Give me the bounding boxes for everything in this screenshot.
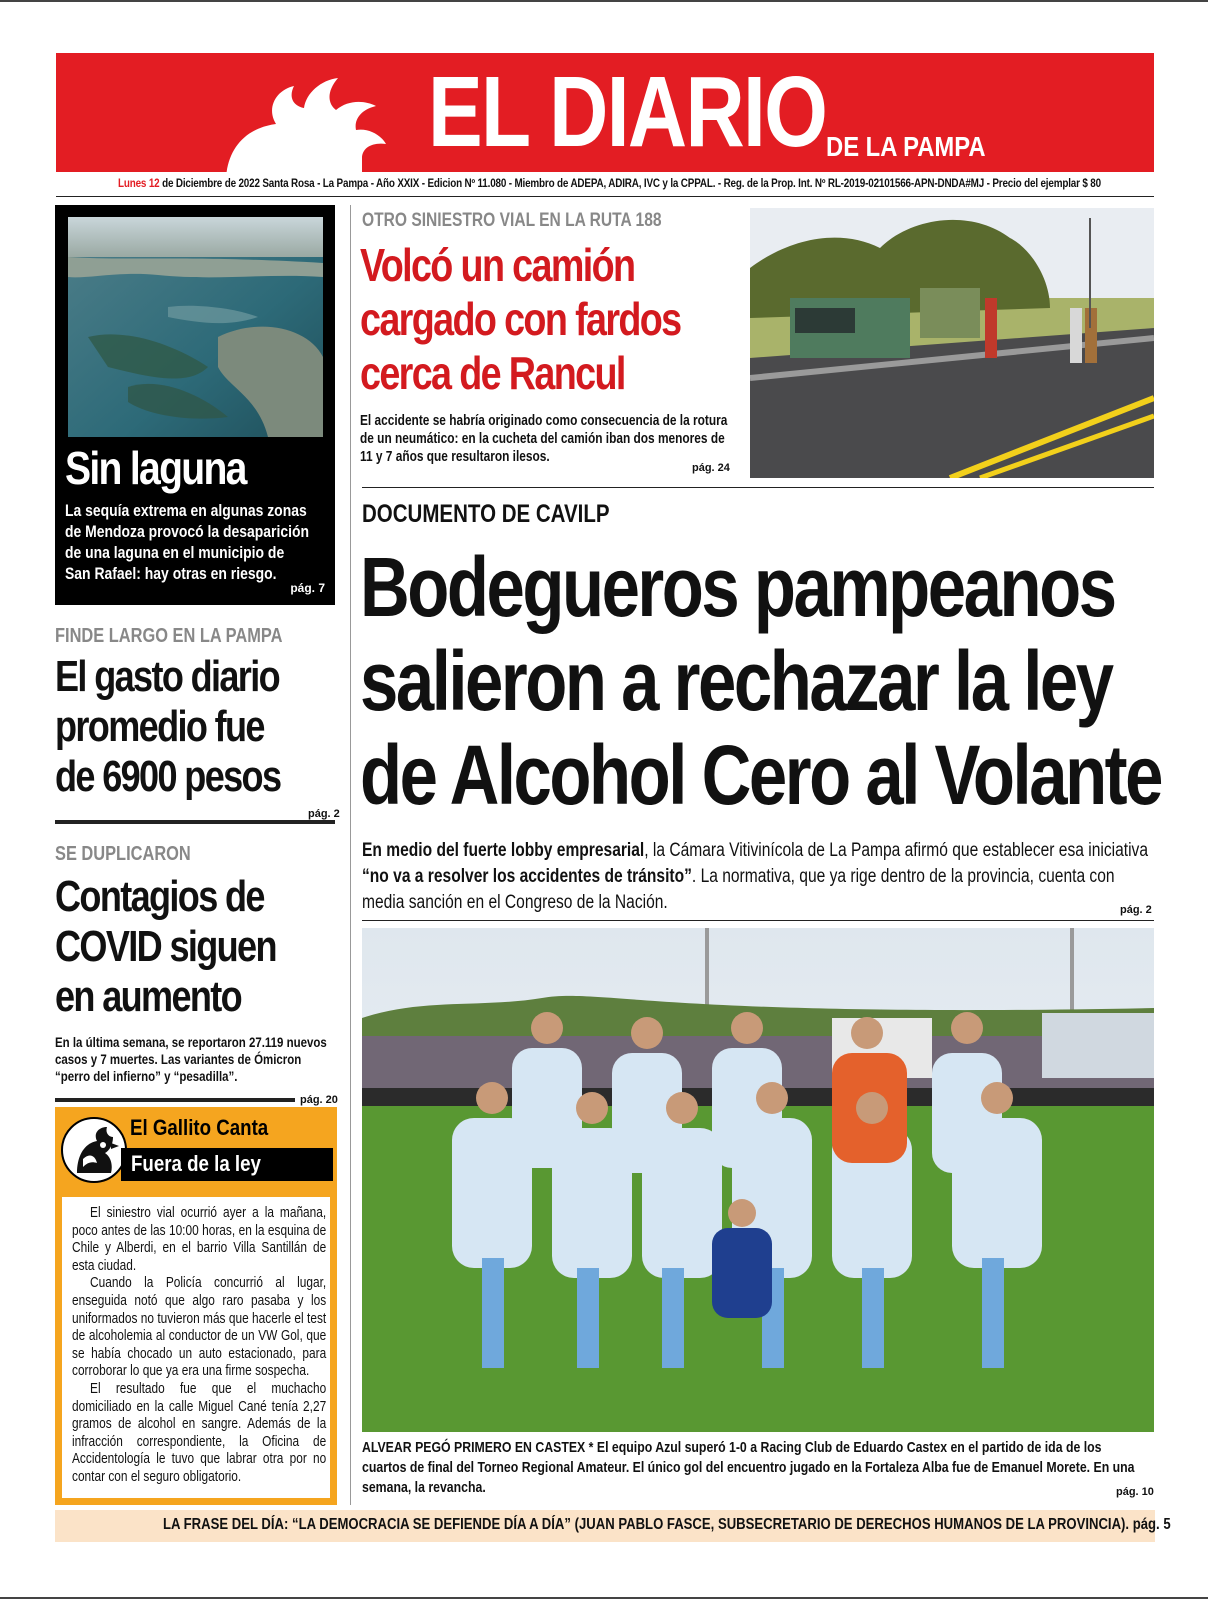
photo-caption-lead: ALVEAR PEGÓ PRIMERO EN CASTEX *	[362, 1439, 597, 1456]
main-headline-line-1: Bodegueros pampeanos	[360, 540, 1115, 634]
masthead-subtitle: DE LA PAMPA	[826, 131, 986, 162]
covid-divider	[55, 1098, 295, 1102]
laguna-photo	[68, 217, 323, 437]
finde-headline	[55, 652, 330, 802]
edition-details: de Diciembre de 2022 Santa Rosa - La Pampa - Año XXIX - Edicion Nº 11.080 - Miembro de ADEPA, ADIRA, IVC y la CPPAL. - Reg. de la Prop. Int. Nº RL-2019-02101566-APN-DNDA#MJ - Precio del ejemplar $ 80	[159, 178, 1101, 190]
finde-headline-line-3: de 6900 pesos	[55, 752, 281, 801]
laguna-page: pág. 7	[290, 581, 325, 595]
frase-del-dia: LA FRASE DEL DÍA: “LA DEMOCRACIA SE DEFIENDE DÍA A DÍA” (JUAN PABLO FASCE, SUBSECRETARIO DE DERECHOS HUMANOS DE LA PROVINCIA). pág. 5	[163, 1516, 1171, 1533]
covid-page: pág. 20	[300, 1094, 338, 1106]
covid-headline	[55, 872, 324, 1022]
main-divider	[362, 920, 1154, 921]
gallito-paragraph: Cuando la Policía concurrió al lugar, enseguida notó que algo raro pasaba y los uniformados no tuvieron más que hacerle el test de alcoholemia al conductor de un VW Gol, que se había chocado un auto estacionado, para corroborar lo que ya era una firme sospecha.	[72, 1275, 327, 1380]
photo-caption-text: El equipo Azul superó 1-0 a Racing Club de Eduardo Castex en el partido de ida de los cuartos de final del Torneo Regional Amateur. El único gol del encuentro jugado en la Fortaleza Alba fue de Emanuel Morete. En una semana, la revancha.	[362, 1439, 1135, 1496]
laguna-box	[55, 205, 335, 605]
main-lead-part-2: . La normativa, que ya rige dentro de la provincia, cuenta con media sanción en el Congreso de la Nación.	[362, 866, 1115, 913]
photo-caption-page: pág. 10	[1116, 1486, 1154, 1498]
finde-kicker: FINDE LARGO EN LA PAMPA	[55, 625, 283, 647]
gallito-paragraph: El siniestro vial ocurrió ayer a la mañana, poco antes de las 10:00 horas, en la esquina de Chile y Alberdi, en el barrio Villa Santillán de esta ciudad.	[72, 1205, 327, 1274]
camion-kicker: OTRO SINIESTRO VIAL EN LA RUTA 188	[362, 210, 662, 231]
laguna-text: La sequía extrema en algunas zonas de Mendoza provocó la desaparición de una laguna en el municipio de San Rafael: hay otras en riesgo.	[65, 501, 310, 583]
gallito-subtitle: Fuera de la ley	[131, 1151, 261, 1176]
covid-headline-line-3: en aumento	[55, 972, 242, 1021]
gallito-box	[55, 1107, 337, 1505]
camion-headline-line-3: cerca de Rancul	[360, 347, 625, 399]
camion-divider	[362, 487, 1154, 488]
page-top-border	[0, 0, 1208, 2]
truck-accident-photo	[750, 208, 1154, 478]
gallito-rooster-icon	[61, 1117, 127, 1183]
masthead	[56, 53, 1154, 172]
laguna-headline: Sin laguna	[65, 442, 246, 494]
main-lead-bold: En medio del fuerte lobby empresarial	[362, 840, 645, 861]
photo-caption	[362, 1438, 1149, 1498]
masthead-title: EL DIARIO	[428, 56, 827, 168]
finde-page: pág. 2	[308, 808, 340, 820]
gallito-title: El Gallito Canta	[130, 1115, 269, 1140]
main-headline-line-2: salieron a rechazar la ley	[360, 634, 1112, 728]
camion-headline-line-2: cargado con fardos	[360, 293, 681, 345]
frase-del-dia-bar	[55, 1510, 1171, 1542]
main-headline	[360, 540, 1208, 822]
main-lead-part-1: , la Cámara Vitivinícola de La Pampa afirmó que establecer esa iniciativa	[644, 840, 1148, 861]
edition-date: Lunes 12	[118, 178, 160, 190]
column-divider	[350, 205, 351, 1505]
camion-headline-line-1: Volcó un camión	[360, 239, 635, 291]
finde-headline-line-2: promedio fue	[55, 702, 264, 751]
finde-headline-line-1: El gasto diario	[55, 652, 280, 701]
covid-headline-line-2: COVID siguen	[55, 922, 276, 971]
camion-headline	[360, 238, 751, 400]
gallito-paragraph: El resultado fue que el muchacho domiciliado en la calle Miguel Cané tenía 2,27 gramos de alcohol en sangre. Además de la infracción correspondiente, la Oficina de Accidentología le tuvo que labrar otra por no contar con el seguro obligatorio.	[72, 1380, 327, 1485]
main-lead	[362, 838, 1153, 916]
covid-text: En la última semana, se reportaron 27.119 nuevos casos y 7 muertes. Las variantes de Ómicron “perro del infierno” y “pesadilla”.	[55, 1034, 327, 1084]
gallito-body-panel	[62, 1197, 330, 1498]
football-team-photo	[362, 928, 1154, 1432]
rooster-logo-icon	[216, 78, 386, 172]
camion-page: pág. 24	[692, 462, 730, 474]
masthead-divider	[56, 196, 1154, 197]
edition-info-line	[118, 178, 1101, 190]
main-kicker: DOCUMENTO DE CAVILP	[362, 500, 610, 528]
gallito-body	[72, 1205, 326, 1487]
main-lead-quote: “no va a resolver los accidentes de tránsito”	[362, 866, 692, 887]
gallito-subtitle-bar	[121, 1148, 333, 1181]
main-headline-line-3: de Alcohol Cero al Volante	[360, 728, 1162, 822]
covid-kicker: SE DUPLICARON	[55, 843, 191, 865]
main-page: pág. 2	[1120, 904, 1152, 916]
covid-headline-line-1: Contagios de	[55, 872, 264, 921]
finde-divider	[55, 820, 335, 824]
camion-text: El accidente se habría originado como consecuencia de la rotura de un neumático: en la cucheta del camión iban dos menores de 11 y 7 años que resultaron ilesos.	[360, 413, 728, 465]
